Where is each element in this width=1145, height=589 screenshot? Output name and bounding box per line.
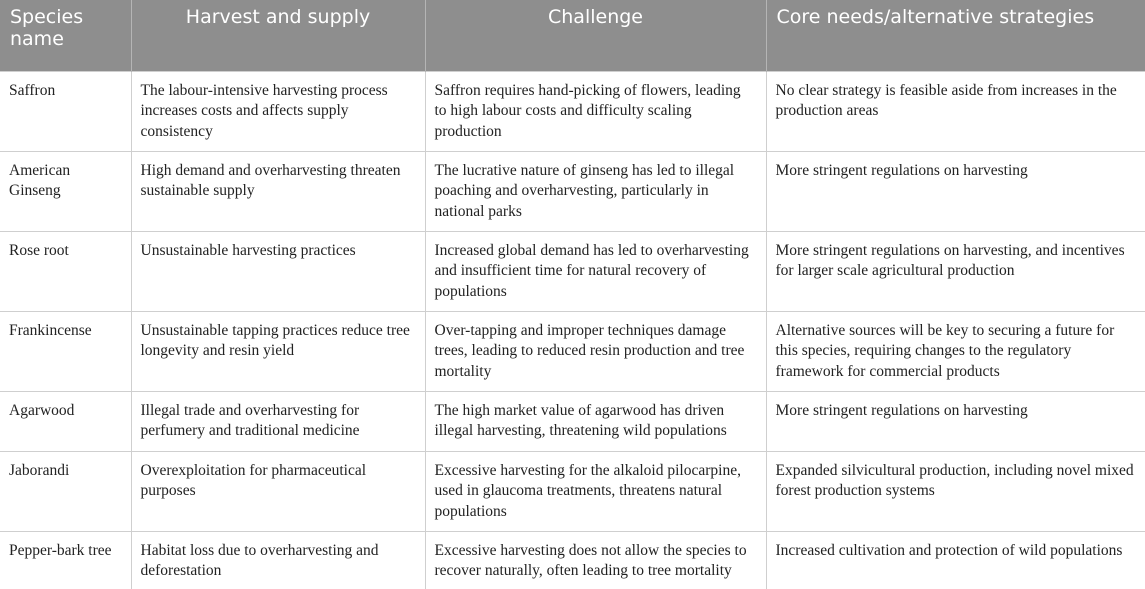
cell-strategy: Expanded silvicultural production, including novel mixed forest production systems: [766, 451, 1145, 531]
cell-harvest: Illegal trade and overharvesting for perfumery and traditional medicine: [131, 391, 425, 451]
table-row: [0, 151, 1145, 231]
cell-species: Frankincense: [0, 311, 131, 391]
table-row: [0, 71, 1145, 151]
cell-species: American Ginseng: [0, 151, 131, 231]
table-row: [0, 311, 1145, 391]
cell-harvest: Unsustainable tapping practices reduce tree longevity and resin yield: [131, 311, 425, 391]
cell-harvest: Habitat loss due to overharvesting and deforestation: [131, 531, 425, 589]
cell-strategy: No clear strategy is feasible aside from increases in the production areas: [766, 71, 1145, 151]
cell-species: Rose root: [0, 231, 131, 311]
cell-harvest: High demand and overharvesting threaten sustainable supply: [131, 151, 425, 231]
cell-species: Jaborandi: [0, 451, 131, 531]
table-row: [0, 231, 1145, 311]
cell-challenge: Saffron requires hand-picking of flowers, leading to high labour costs and difficulty scaling production: [425, 71, 766, 151]
header-species-name: Species name: [0, 0, 131, 71]
cell-strategy: More stringent regulations on harvesting: [766, 151, 1145, 231]
cell-strategy: More stringent regulations on harvesting: [766, 391, 1145, 451]
header-challenge: Challenge: [425, 0, 766, 71]
table-row: [0, 391, 1145, 451]
header-harvest-and-supply: Harvest and supply: [131, 0, 425, 71]
cell-species: Saffron: [0, 71, 131, 151]
cell-species: Pepper-bark tree: [0, 531, 131, 589]
cell-challenge: Excessive harvesting does not allow the species to recover naturally, often leading to tree mortality: [425, 531, 766, 589]
cell-challenge: Excessive harvesting for the alkaloid pilocarpine, used in glaucoma treatments, threatens natural populations: [425, 451, 766, 531]
header-core-needs: Core needs/alternative strategies: [766, 0, 1145, 71]
cell-challenge: The lucrative nature of ginseng has led to illegal poaching and overharvesting, particularly in national parks: [425, 151, 766, 231]
cell-strategy: More stringent regulations on harvesting, and incentives for larger scale agricultural production: [766, 231, 1145, 311]
cell-challenge: Increased global demand has led to overharvesting and insufficient time for natural recovery of populations: [425, 231, 766, 311]
cell-strategy: Alternative sources will be key to securing a future for this species, requiring changes to the regulatory framework for commercial products: [766, 311, 1145, 391]
cell-harvest: Overexploitation for pharmaceutical purposes: [131, 451, 425, 531]
header-row: [0, 0, 1145, 71]
cell-strategy: Increased cultivation and protection of wild populations: [766, 531, 1145, 589]
cell-species: Agarwood: [0, 391, 131, 451]
cell-challenge: The high market value of agarwood has driven illegal harvesting, threatening wild populations: [425, 391, 766, 451]
cell-harvest: Unsustainable harvesting practices: [131, 231, 425, 311]
table-row: [0, 451, 1145, 531]
cell-challenge: Over-tapping and improper techniques damage trees, leading to reduced resin production and tree mortality: [425, 311, 766, 391]
cell-harvest: The labour-intensive harvesting process increases costs and affects supply consistency: [131, 71, 425, 151]
table-row: [0, 531, 1145, 589]
